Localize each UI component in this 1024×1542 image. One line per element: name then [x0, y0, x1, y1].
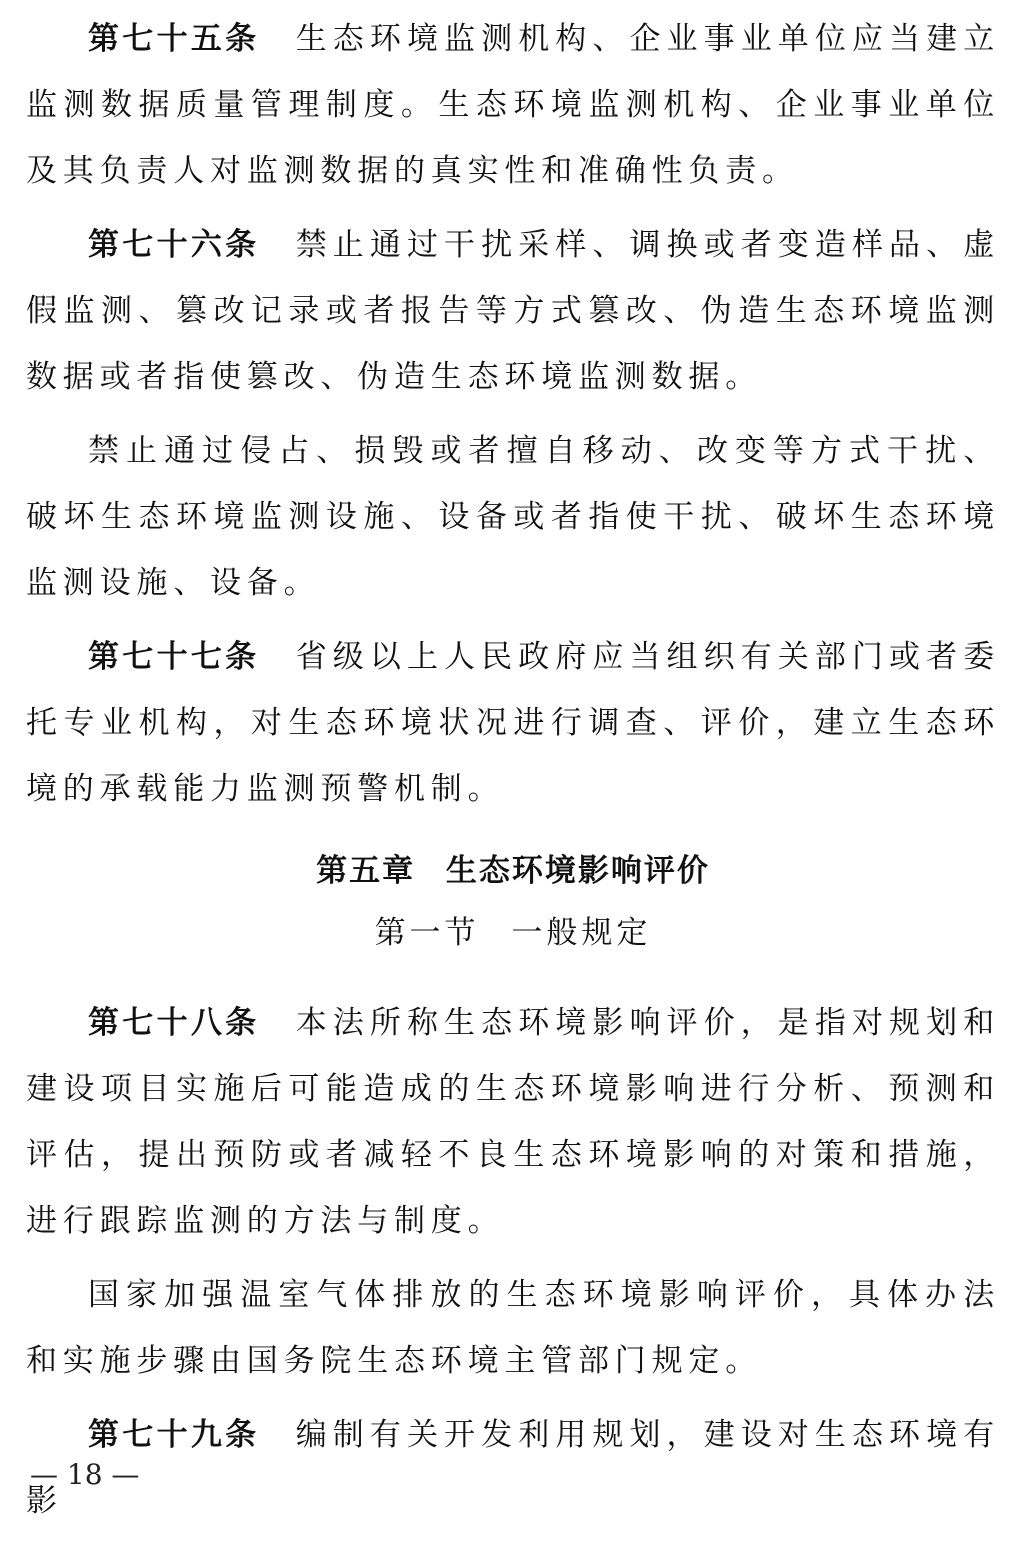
- article-text: 省级以上人民政府应当组织有关部门或者委托专业机构，对生态环境状况进行调查、评价，建立生态环境的承载能力监测预警机制。: [26, 639, 1001, 807]
- article-76: [26, 212, 1000, 410]
- article-77: [26, 624, 1000, 822]
- article-heading: 第七十八条: [88, 1005, 260, 1041]
- article-heading: 第七十五条: [88, 21, 260, 57]
- article-75: [26, 6, 1000, 204]
- article-78: [26, 990, 1000, 1254]
- chapter-title: 第五章 生态环境影响评价: [316, 853, 710, 889]
- article-78-paragraph-2: 国家加强温室气体排放的生态环境影响评价，具体办法和实施步骤由国务院生态环境主管部门规定。: [26, 1277, 1000, 1379]
- article-text: 生态环境监测机构、企业事业单位应当建立监测数据质量管理制度。生态环境监测机构、企业事业单位及其负责人对监测数据的真实性和准确性负责。: [26, 21, 1001, 189]
- article-text: 禁止通过干扰采样、调换或者变造样品、虚假监测、篡改记录或者报告等方式篡改、伪造生态环境监测数据或者指使篡改、伪造生态环境监测数据。: [26, 227, 1001, 395]
- document-page: [26, 6, 1000, 1542]
- article-heading: 第七十九条: [88, 1417, 260, 1453]
- page-number: — 18 —: [30, 1458, 140, 1491]
- article-text: 本法所称生态环境影响评价，是指对规划和建设项目实施后可能造成的生态环境影响进行分析、预测和评估，提出预防或者减轻不良生态环境影响的对策和措施，进行跟踪监测的方法与制度。: [26, 1005, 1001, 1239]
- article-heading: 第七十六条: [88, 227, 260, 263]
- article-79: [26, 1402, 1000, 1534]
- article-text: 编制有关开发利用规划，建设对生态环境有影: [26, 1417, 1001, 1519]
- article-76-paragraph-2: 禁止通过侵占、损毁或者擅自移动、改变等方式干扰、破坏生态环境监测设施、设备或者指使干扰、破坏生态环境监测设施、设备。: [26, 433, 1000, 601]
- article-heading: 第七十七条: [88, 639, 260, 675]
- section-title: 第一节 一般规定: [374, 915, 652, 951]
